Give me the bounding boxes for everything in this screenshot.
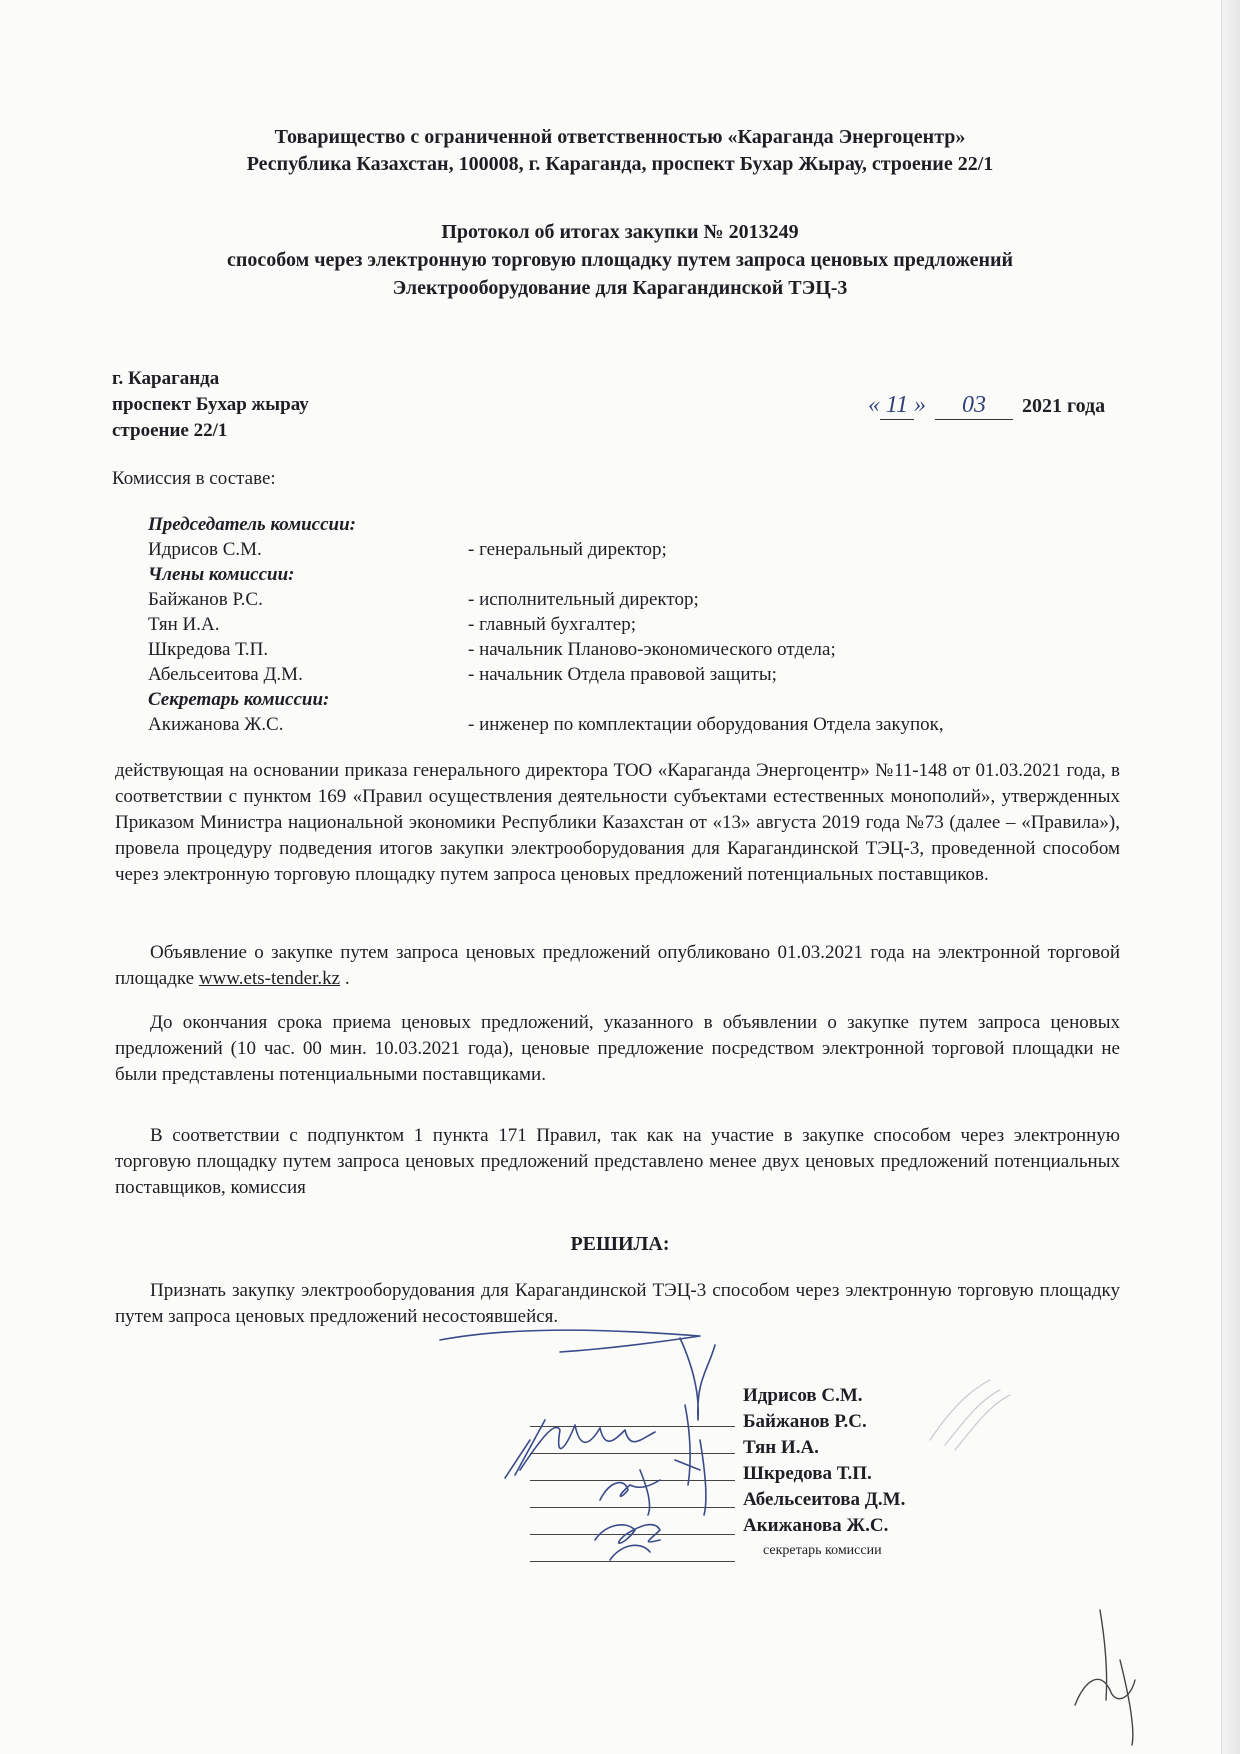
member-name: Абельсеитова Д.М. xyxy=(148,664,303,685)
paragraph-basis: действующая на основании приказа генерального директора ТОО «Караганда Энергоцентр» №11-148 от 01.03.2021 года, в соответствии с пунктом 169 «Правил осуществления деятельности субъектами естественных монополий», утвержденных Приказом Министра национальной экономики Республики Казахстан от «13» августа 2019 года №73 (далее – «Правила»), провела процедуру подведения итогов закупки электрооборудования для Карагандинской ТЭЦ-3, проведенной способом через электронную торговую площадку путем запроса ценовых предложений потенциальных поставщиков. xyxy=(115,760,1120,885)
signature-lines xyxy=(530,1400,735,1562)
member-name: Идрисов С.М. xyxy=(148,539,262,560)
announcement-end: . xyxy=(340,968,350,989)
signatory-names xyxy=(743,1383,905,1539)
signature-line xyxy=(530,1427,735,1454)
members-heading: Члены комиссии: xyxy=(148,564,295,585)
signature-line xyxy=(530,1535,735,1562)
paragraph-decision: Признать закупку электрооборудования для Карагандинской ТЭЦ-3 способом через электронную торговую площадку путем запроса ценовых предложений несостоявшейся. xyxy=(115,1280,1120,1327)
member-name: Шкредова Т.П. xyxy=(148,639,269,660)
date-month: 03 xyxy=(935,392,1013,420)
paragraph-announcement xyxy=(115,940,1120,992)
ets-tender-link[interactable]: www.ets-tender.kz xyxy=(198,968,341,989)
member-position: - начальник Отдела правовой защиты; xyxy=(468,664,777,685)
member-position: - исполнительный директор; xyxy=(468,589,699,610)
date-day: 11 xyxy=(880,392,914,420)
org-address-line: Республика Казахстан, 100008, г. Караганда, проспект Бухар Жырау, строение 22/1 xyxy=(246,153,994,175)
signatory-name: Шкредова Т.П. xyxy=(743,1463,872,1484)
member-name: Тян И.А. xyxy=(148,614,220,635)
paragraph-grounds: В соответствии с подпунктом 1 пункта 171 Правил, так как на участие в закупке способом через электронную торговую площадку путем запроса ценовых предложений представлено менее двух ценовых предложений потенциальных поставщиков, комиссия xyxy=(115,1125,1120,1198)
place-building: строение 22/1 xyxy=(112,420,228,441)
signatory-name: Абельсеитова Д.М. xyxy=(743,1489,906,1510)
org-header xyxy=(120,124,1120,178)
scan-page-edge xyxy=(1221,0,1240,1754)
signature-line xyxy=(530,1481,735,1508)
title-line-1: Протокол об итогах закупки № 2013249 xyxy=(441,221,799,243)
place-city: г. Караганда xyxy=(112,368,220,389)
member-row xyxy=(148,612,1088,637)
signatory-name: Байжанов Р.С. xyxy=(743,1411,867,1432)
date-year: 2021 года xyxy=(1022,395,1106,417)
place-street: проспект Бухар жырау xyxy=(112,394,309,415)
member-name: Байжанов Р.С. xyxy=(148,589,263,610)
date-close-quote: » xyxy=(914,392,926,418)
protocol-date xyxy=(868,392,1105,420)
commission-members xyxy=(148,512,1088,737)
member-position: - инженер по комплектации оборудования Отдела закупок, xyxy=(468,714,944,735)
member-row xyxy=(148,637,1088,662)
member-position: - начальник Планово-экономического отдела; xyxy=(468,639,836,660)
signatory-name: Идрисов С.М. xyxy=(743,1385,863,1406)
member-name: Акижанова Ж.С. xyxy=(148,714,284,735)
paragraph-deadline: До окончания срока приема ценовых предложений, указанного в объявлении о закупке путем запроса ценовых предложений (10 час. 00 мин. 10.03.2021 года), ценовые предложение посредством электронной торговой площадки не были представлены потенциальными поставщиками. xyxy=(115,1012,1120,1085)
signatory-name: Тян И.А. xyxy=(743,1437,819,1458)
protocol-place xyxy=(112,366,309,444)
member-row xyxy=(148,587,1088,612)
secretary-label: секретарь комиссии xyxy=(763,1543,882,1558)
org-name-line: Товарищество с ограниченной ответственностью «Караганда Энергоцентр» xyxy=(274,126,966,148)
member-position: - генеральный директор; xyxy=(468,539,667,560)
decision-heading: РЕШИЛА: xyxy=(570,1233,670,1255)
signatory-name: Акижанова Ж.С. xyxy=(743,1515,889,1536)
signature-line xyxy=(530,1508,735,1535)
secretary-heading: Секретарь комиссии: xyxy=(148,689,330,710)
chair-heading: Председатель комиссии: xyxy=(148,514,356,535)
member-position: - главный бухгалтер; xyxy=(468,614,636,635)
date-open-quote: « xyxy=(868,392,880,418)
announcement-text: Объявление о закупке путем запроса ценовых предложений опубликовано 01.03.2021 года на электронной торговой площадке xyxy=(115,942,1120,989)
title-line-3: Электрооборудование для Карагандинской ТЭЦ-3 xyxy=(392,277,848,299)
commission-intro: Комиссия в составе: xyxy=(112,468,276,489)
title-line-2: способом через электронную торговую площадку путем запроса ценовых предложений xyxy=(226,249,1014,271)
member-row xyxy=(148,537,1088,562)
signature-extra xyxy=(930,1380,1010,1450)
protocol-title xyxy=(120,218,1120,302)
signature-line xyxy=(530,1400,735,1427)
member-row xyxy=(148,662,1088,687)
signature-line xyxy=(530,1454,735,1481)
corner-initials xyxy=(1075,1610,1135,1745)
member-row xyxy=(148,712,1088,737)
